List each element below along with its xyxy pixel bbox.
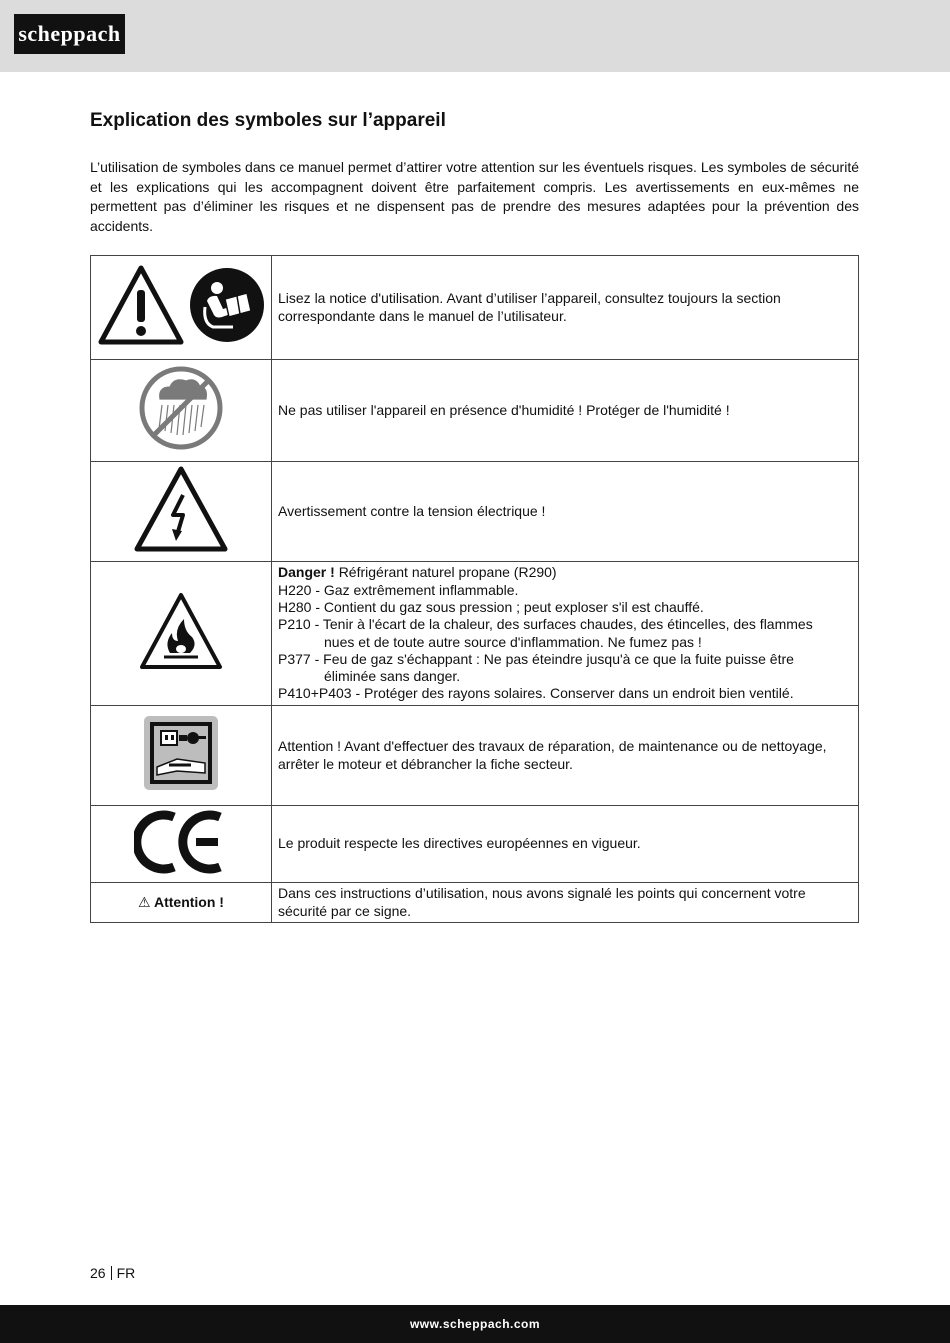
symbol-cell <box>91 706 272 806</box>
symbol-cell <box>91 462 272 562</box>
page-number <box>90 1265 135 1281</box>
website-url: www.scheppach.com <box>409 1317 541 1331</box>
table-row <box>91 562 859 706</box>
hazard-description <box>272 562 859 706</box>
warning-exclamation-icon <box>97 264 185 346</box>
symbol-description: Avertissement contre la tension électrique ! <box>272 462 859 562</box>
footer-bar <box>0 1305 950 1343</box>
language-code: FR <box>116 1265 136 1281</box>
symbol-description: Ne pas utiliser l'appareil en présence d'humidité ! Protéger de l'humidité ! <box>272 360 859 462</box>
section-heading: Explication des symboles sur l’appareil <box>90 110 446 131</box>
ce-mark-icon <box>134 809 228 875</box>
flammable-warning-icon <box>138 591 224 671</box>
symbols-table <box>90 255 859 923</box>
divider <box>111 1266 112 1280</box>
electric-shock-warning-icon <box>133 465 229 553</box>
attention-label: ⚠ Attention ! <box>138 893 224 910</box>
no-rain-icon <box>138 365 224 451</box>
symbol-description: Attention ! Avant d'effectuer des travaux de réparation, de maintenance ou de nettoyage, arrêter le moteur et débrancher la fiche secteur. <box>272 706 859 806</box>
hazard-line: H280 - Contient du gaz sous pression ; peut exploser s'il est chauffé. <box>278 598 704 615</box>
symbol-cell <box>91 562 272 706</box>
hazard-line: P210 - Tenir à l'écart de la chaleur, des surfaces chaudes, des étincelles, des flammes <box>278 616 813 633</box>
symbol-description: Lisez la notice d'utilisation. Avant d’utiliser l’appareil, consultez toujours la section correspondante dans le manuel de l’utilisateur. <box>272 256 859 360</box>
danger-label: Danger ! <box>278 564 335 581</box>
table-row <box>91 883 859 923</box>
hazard-line: H220 - Gaz extrêmement inflammable. <box>278 581 519 598</box>
symbol-cell <box>91 256 272 360</box>
header-bar <box>0 0 950 72</box>
danger-text: Réfrigérant naturel propane (R290) <box>338 564 557 581</box>
symbol-description: Le produit respecte les directives européennes en vigueur. <box>272 806 859 883</box>
table-row <box>91 256 859 360</box>
symbol-description: Dans ces instructions d’utilisation, nous avons signalé les points qui concernent votre sécurité par ce signe. <box>272 883 859 923</box>
unplug-before-maintenance-icon <box>143 715 219 791</box>
symbol-cell <box>91 360 272 462</box>
danger-line <box>278 564 848 581</box>
read-manual-icon <box>189 267 265 343</box>
hazard-line: P377 - Feu de gaz s'échappant : Ne pas éteindre jusqu'à ce que la fuite puisse être <box>278 650 794 667</box>
hazard-line: P410+P403 - Protéger des rayons solaires. Conserver dans un endroit bien ventilé. <box>278 685 794 702</box>
table-row <box>91 806 859 883</box>
table-row <box>91 462 859 562</box>
table-row <box>91 706 859 806</box>
table-row <box>91 360 859 462</box>
brand-logo: scheppach <box>14 14 125 54</box>
page-number-value: 26 <box>90 1265 106 1281</box>
hazard-line: nues et de toute autre source d'inflammation. Ne fumez pas ! <box>324 633 702 650</box>
symbol-cell <box>91 883 272 923</box>
symbol-cell <box>91 806 272 883</box>
intro-paragraph: L’utilisation de symboles dans ce manuel permet d’attirer votre attention sur les éventuels risques. Les symboles de sécurité et les explications qui les accompagnent doivent être parfaitement compris. Les avertissements en eux-mêmes ne permettent pas d’éliminer les risques et ne dispensent pas de prendre des mesures adaptées pour la prévention des accidents. <box>90 159 859 234</box>
hazard-line: éliminée sans danger. <box>324 668 461 685</box>
